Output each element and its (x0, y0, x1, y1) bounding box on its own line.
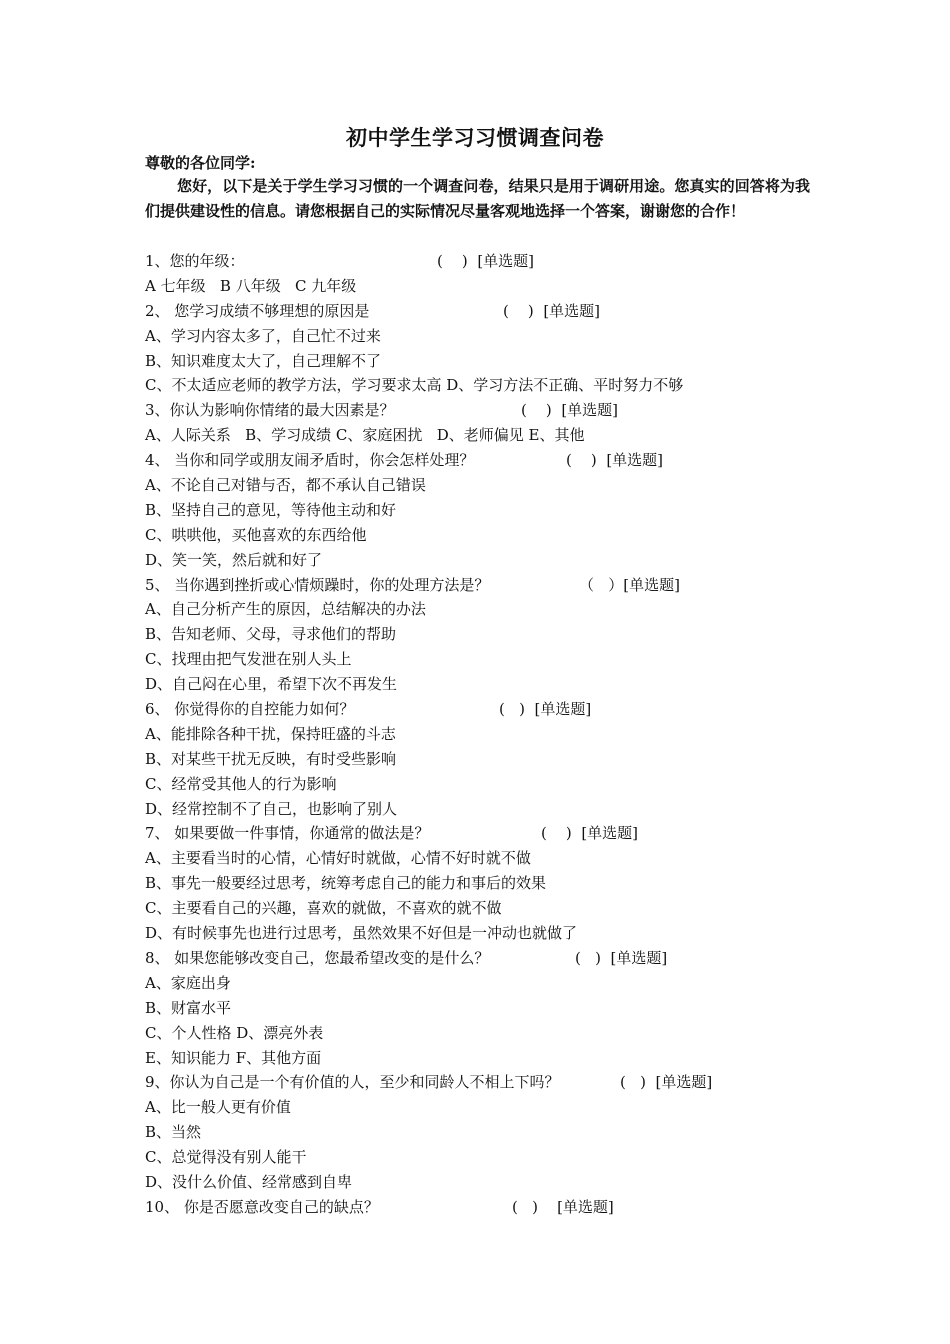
answer-bracket: ( ) [单选题] (541, 824, 639, 843)
answer-bracket: （ ）[单选题] (579, 575, 681, 594)
answer-bracket: ( ) [单选题] (512, 1197, 614, 1216)
answer-option: C、哄哄他，买他喜欢的东西给他 (145, 525, 367, 544)
question-text: 3、你认为影响你情绪的最大因素是？ (145, 401, 395, 420)
page-title: 初中学生学习习惯调查问卷 (346, 125, 604, 150)
question-line (145, 821, 825, 846)
answer-option: D、自己闷在心里，希望下次不再发生 (145, 675, 398, 694)
question-line (145, 946, 825, 971)
answer-option: B、事先一般要经过思考，统筹考虑自己的能力和事后的效果 (145, 874, 547, 893)
answer-option: C、主要看自己的兴趣，喜欢的就做，不喜欢的就不做 (145, 899, 502, 918)
answer-bracket: ( ) [单选题] (503, 301, 601, 320)
question-text: 8、 如果您能够改变自己，您最希望改变的是什么？ (145, 948, 490, 967)
intro-paragraph: 您好，以下是关于学生学习习惯的一个调查问卷，结果只是用于调研用途。您真实的回答将为我们提供建设性的信息。请您根据自己的实际情况尽量客观地选择一个答案，谢谢您的合作！ (145, 177, 810, 220)
answer-option: B、告知老师、父母，寻求他们的帮助 (145, 625, 397, 644)
answer-option: D、有时候事先也进行过思考，虽然效果不好但是一冲动也就做了 (145, 924, 578, 943)
question-line (145, 398, 825, 423)
answer-option: A、主要看当时的心情，心情好时就做，心情不好时就不做 (145, 849, 531, 868)
question-line (145, 249, 825, 274)
answer-bracket: ( ) [单选题] (575, 948, 668, 967)
answer-option: C、经常受其他人的行为影响 (145, 774, 337, 793)
answer-option: B、知识难度太大了，自己理解不了 (145, 351, 382, 370)
answer-option: A、自己分析产生的原因，总结解决的办法 (145, 600, 426, 619)
question-line (145, 448, 825, 473)
answer-option: D、笑一笑，然后就和好了 (145, 550, 323, 569)
answer-bracket: ( ) [单选题] (437, 252, 535, 270)
answer-option: C、不太适应老师的教学方法，学习要求太高 D、学习方法不正确、平时努力不够 (145, 376, 684, 395)
answer-option: B、财富水平 (145, 998, 232, 1017)
answer-option: E、知识能力 F、其他方面 (145, 1048, 322, 1067)
answer-bracket: ( ) [单选题] (499, 700, 592, 719)
answer-bracket: ( ) [单选题] (620, 1073, 713, 1092)
answer-option: C、个人性格 D、漂亮外表 (145, 1023, 324, 1042)
question-text: 2、 您学习成绩不够理想的原因是 (145, 301, 370, 320)
question-text: 1、您的年级： (145, 252, 245, 270)
answer-option: D、经常控制不了自己，也影响了别人 (145, 799, 398, 818)
answer-option: C、找理由把气发泄在别人头上 (145, 650, 352, 669)
question-text: 9、你认为自己是一个有价值的人，至少和同龄人不相上下吗？ (145, 1073, 560, 1092)
answer-option: A、人际关系 B、学习成绩 C、家庭困扰 D、老师偏见 E、其他 (145, 426, 585, 445)
question-line (145, 573, 825, 598)
question-line (145, 1070, 825, 1095)
question-text: 7、 如果要做一件事情，你通常的做法是？ (145, 824, 430, 843)
question-text: 10、 你是否愿意改变自己的缺点？ (145, 1197, 379, 1216)
answer-option: A、家庭出身 (145, 973, 231, 992)
answer-option: D、没什么价值、经常感到自卑 (145, 1172, 353, 1191)
question-line (145, 299, 825, 324)
question-line (145, 697, 825, 722)
answer-option: A、比一般人更有价值 (145, 1098, 291, 1117)
answer-option: B、对某些干扰无反映，有时受些影响 (145, 749, 397, 768)
answer-option: A 七年级 B 八年级 C 九年级 (145, 276, 357, 295)
question-line (145, 1195, 825, 1220)
answer-bracket: ( ) [单选题] (566, 451, 664, 470)
answer-option: A、学习内容太多了，自己忙不过来 (145, 326, 381, 345)
answer-option: B、当然 (145, 1123, 202, 1142)
answer-option: C、总觉得没有别人能干 (145, 1148, 307, 1167)
question-text: 4、 当你和同学或朋友闹矛盾时，你会怎样处理？ (145, 451, 475, 470)
answer-option: A、能排除各种干扰，保持旺盛的斗志 (145, 724, 396, 743)
question-text: 5、 当你遇到挫折或心情烦躁时，你的处理方法是？ (145, 575, 490, 594)
answer-option: A、不论自己对错与否，都不承认自己错误 (145, 476, 426, 495)
answer-bracket: ( ) [单选题] (521, 401, 619, 420)
answer-option: B、坚持自己的意见，等待他主动和好 (145, 500, 397, 519)
question-text: 6、 你觉得你的自控能力如何？ (145, 700, 355, 719)
question-list (145, 249, 825, 1220)
greeting: 尊敬的各位同学: (145, 154, 256, 172)
